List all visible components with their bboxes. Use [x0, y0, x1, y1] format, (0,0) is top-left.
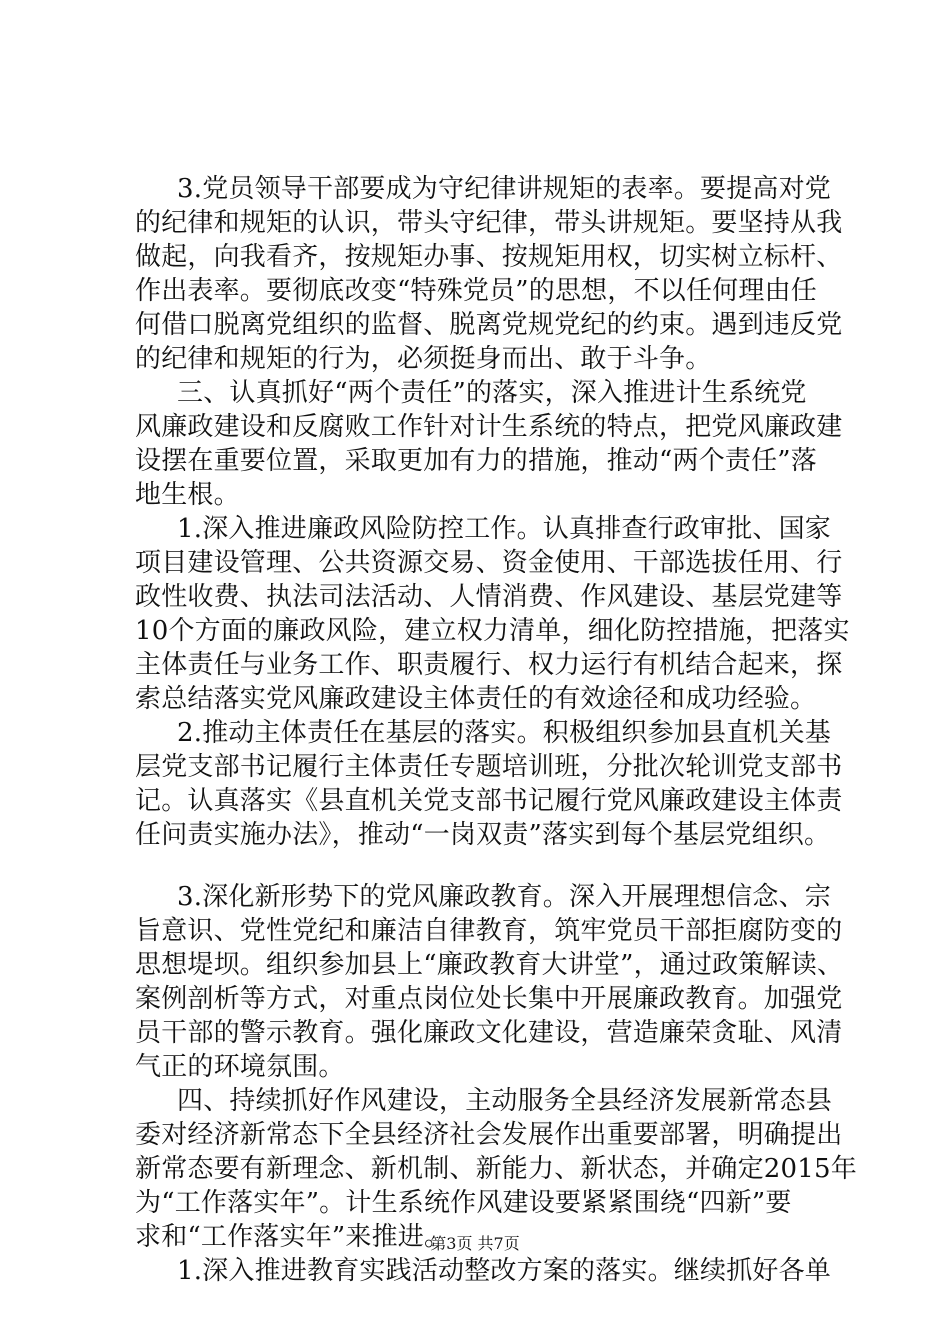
paragraph-gap: [135, 852, 835, 880]
paragraph-line: 2.推动主体责任在基层的落实。积极组织参加县直机关基: [177, 718, 832, 748]
paragraph-line: 风廉政建设和反腐败工作针对计生系统的特点，把党风廉政建: [135, 412, 843, 442]
paragraph-line: 思想堤坝。组织参加县上“廉政教育大讲堂”，通过政策解读、: [135, 950, 844, 980]
paragraph-line: 任问责实施办法》，推动“一岗双责”落实到每个基层党组织。: [135, 820, 831, 850]
paragraph-line: 新常态要有新理念、新机制、新能力、新状态，并确定2015年: [135, 1154, 857, 1184]
paragraph-line: 何借口脱离党组织的监督、脱离党规党纪的约束。遇到违反党: [135, 310, 843, 340]
paragraph-line: 层党支部书记履行主体责任专题培训班，分批次轮训党支部书: [135, 752, 843, 782]
paragraph-line: 旨意识、党性党纪和廉洁自律教育，筑牢党员干部拒腐防变的: [135, 916, 843, 946]
paragraph-line: 1.深入推进廉政风险防控工作。认真排查行政审批、国家: [177, 514, 832, 544]
document-body: [135, 172, 857, 1288]
paragraph-line: 委对经济新常态下全县经济社会发展作出重要部署，明确提出: [135, 1120, 843, 1150]
paragraph-line: 气正的环境氛围。: [135, 1052, 345, 1082]
paragraph-line: 设摆在重要位置，采取更加有力的措施，推动“两个责任”落: [135, 446, 817, 476]
page-number-footer: 第3页 共7页: [430, 1234, 520, 1253]
paragraph-line: 3.深化新形势下的党风廉政教育。深入开展理想信念、宗: [177, 882, 832, 912]
paragraph-line: 的纪律和规矩的行为，必须挺身而出、敢于斗争。: [135, 344, 712, 374]
paragraph-line: 政性收费、执法司法活动、人情消费、作风建设、基层党建等: [135, 582, 843, 612]
paragraph-line: 项目建设管理、公共资源交易、资金使用、干部选拔任用、行: [135, 548, 843, 578]
section-heading-line: 四、持续抓好作风建设，主动服务全县经济发展新常态县: [177, 1086, 833, 1116]
paragraph-line: 的纪律和规矩的认识，带头守纪律，带头讲规矩。要坚持从我: [135, 208, 843, 238]
paragraph-line: 求和“工作落实年”来推进。: [135, 1222, 451, 1252]
paragraph-line: 案例剖析等方式，对重点岗位处长集中开展廉政教育。加强党: [135, 984, 843, 1014]
paragraph-line: 记。认真落实《县直机关党支部书记履行党风廉政建设主体责: [135, 786, 843, 816]
paragraph-line: 1.深入推进教育实践活动整改方案的落实。继续抓好各单: [177, 1256, 832, 1286]
paragraph-line: 主体责任与业务工作、职责履行、权力运行有机结合起来，探: [135, 650, 843, 680]
paragraph-line: 作出表率。要彻底改变“特殊党员”的思想，不以任何理由任: [135, 276, 817, 306]
paragraph-line: 做起，向我看齐，按规矩办事、按规矩用权，切实树立标杆、: [135, 242, 843, 272]
paragraph-line: 3.党员领导干部要成为守纪律讲规矩的表率。要提高对党: [177, 174, 832, 204]
paragraph-line: 10个方面的廉政风险，建立权力清单，细化防控措施，把落实: [135, 616, 850, 646]
paragraph-line: 索总结落实党风廉政建设主体责任的有效途径和成功经验。: [135, 684, 817, 714]
paragraph-line: 地生根。: [135, 480, 240, 510]
section-heading-line: 三、认真抓好“两个责任”的落实，深入推进计生系统党: [177, 378, 807, 408]
paragraph-line: 为“工作落实年”。计生系统作风建设要紧紧围绕“四新”要: [135, 1188, 792, 1218]
paragraph-line: 员干部的警示教育。强化廉政文化建设，营造廉荣贪耻、风清: [135, 1018, 843, 1048]
